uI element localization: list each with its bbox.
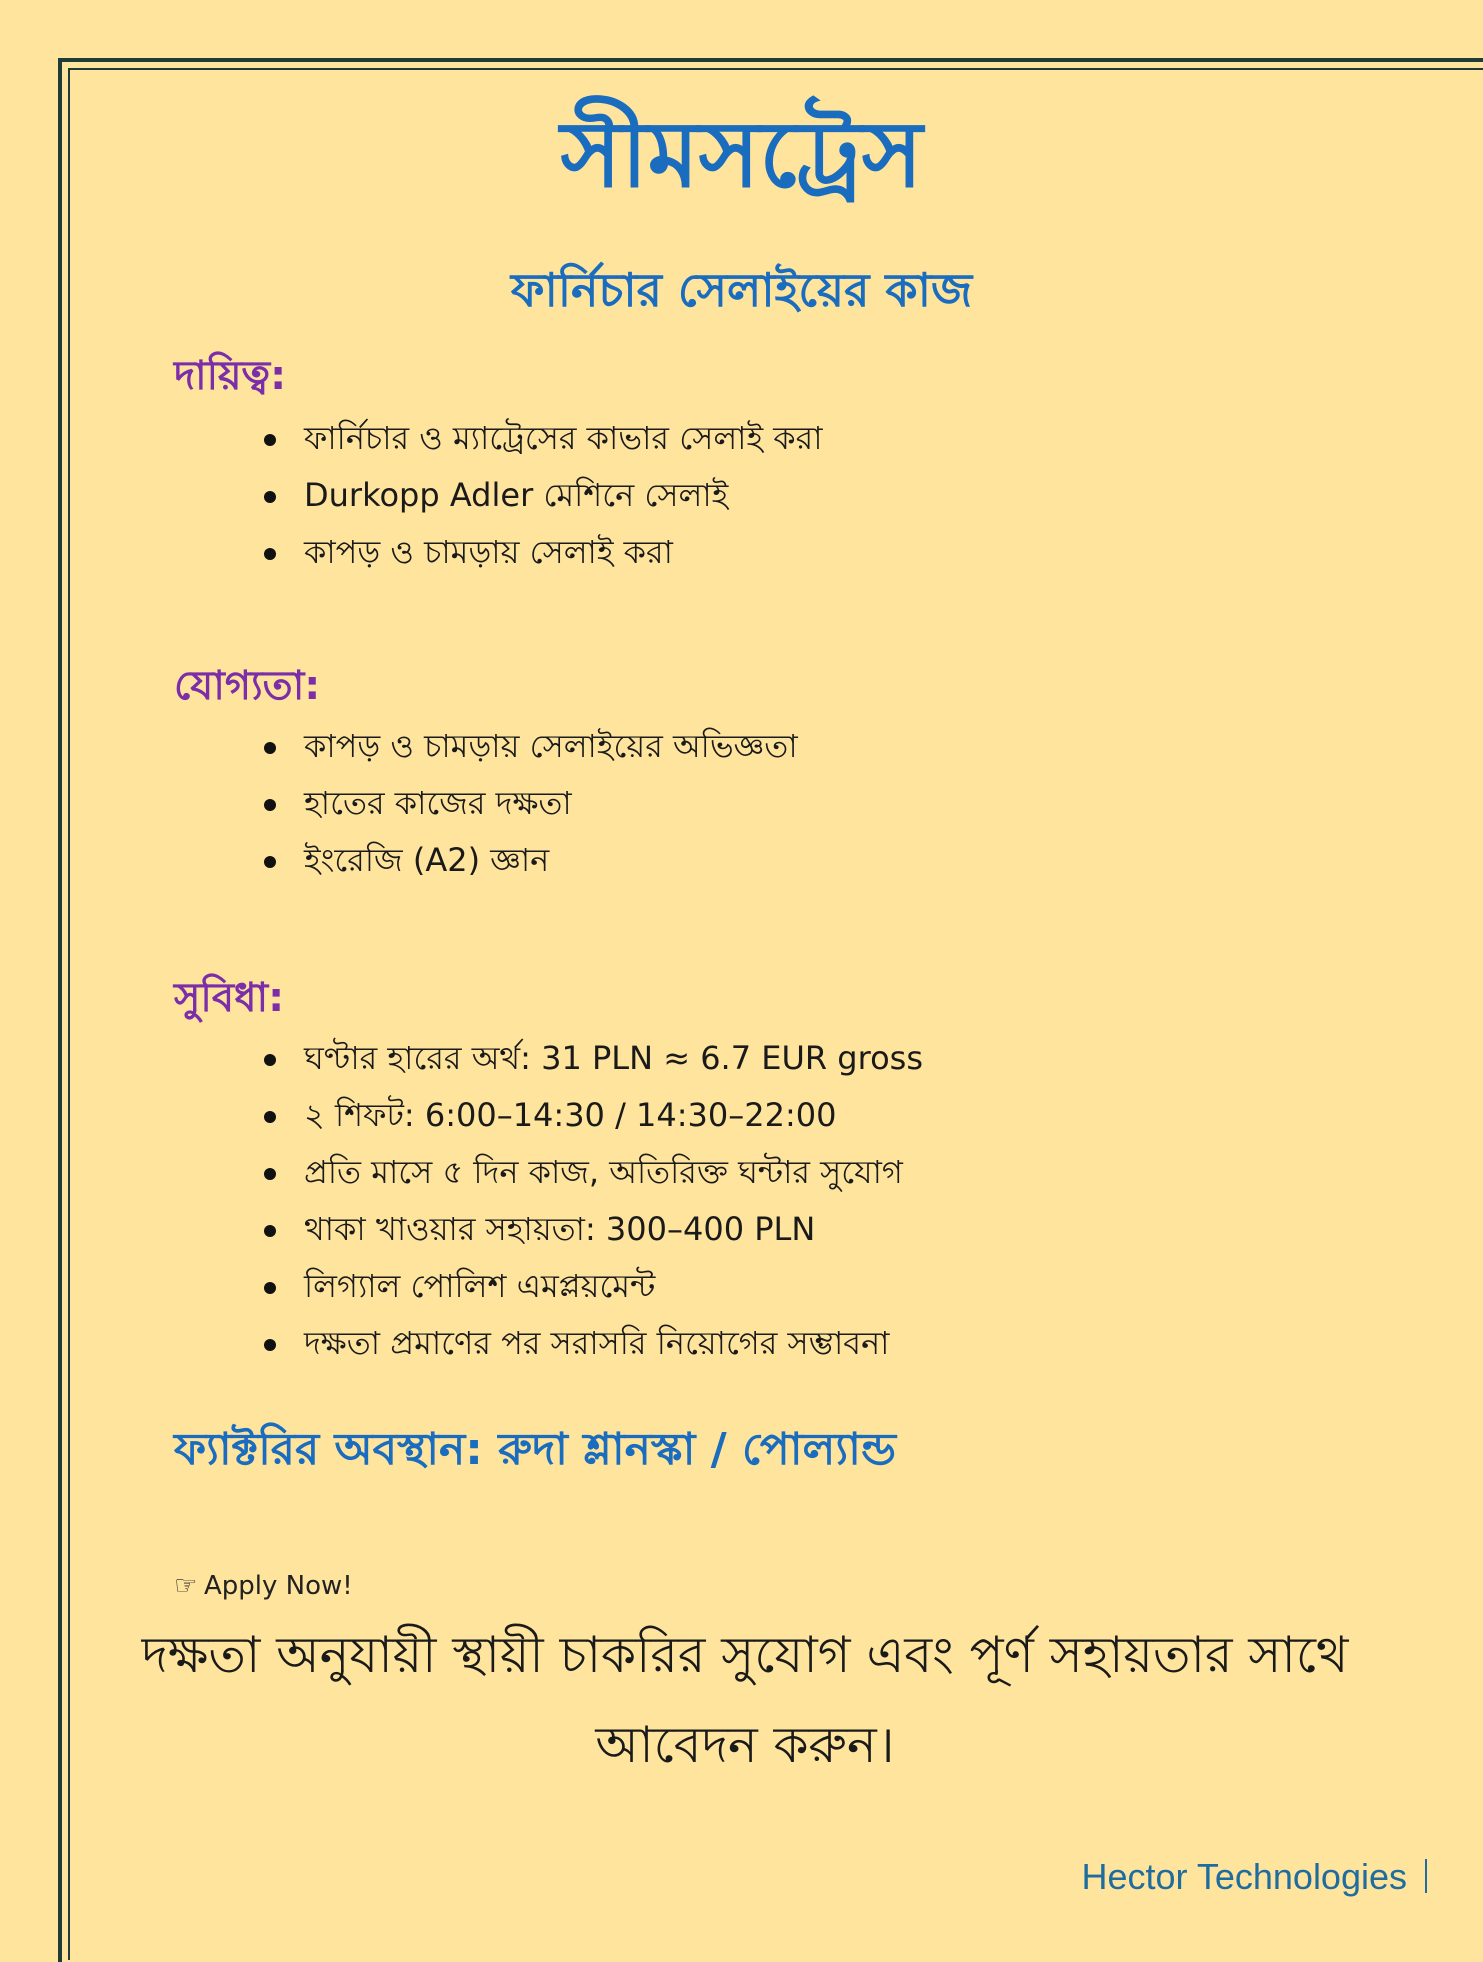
list-item <box>258 524 823 581</box>
list-item-text: প্রতি মাসে ৫ দিন কাজ, অতিরিক্ত ঘন্টার সুযোগ <box>304 1153 903 1191</box>
job-subtitle: ফার্নিচার সেলাইয়ের কাজ <box>510 263 973 317</box>
bullet-icon <box>264 1111 276 1123</box>
bullet-icon <box>264 856 276 868</box>
list-item <box>258 1201 923 1258</box>
bullet-icon <box>264 1339 276 1351</box>
bullet-icon <box>264 548 276 560</box>
bullet-icon <box>264 434 276 446</box>
list-item <box>258 410 823 467</box>
responsibilities-heading: দায়িত্ব: <box>174 353 287 399</box>
list-item-text: হাতের কাজের দক্ষতা <box>304 784 572 822</box>
list-item <box>258 832 798 889</box>
list-item <box>258 775 798 832</box>
bullet-icon <box>264 1225 276 1237</box>
qualifications-heading: যোগ্যতা: <box>174 663 321 709</box>
job-title: সীমসট্রেস <box>560 101 923 208</box>
apply-now-link[interactable] <box>174 1568 353 1604</box>
factory-location: ফ্যাক্টরির অবস্থান: রুদা শ্লানস্কা / পোল্যান্ড <box>174 1424 896 1475</box>
pointing-hand-icon: ☞ <box>174 1571 198 1601</box>
list-item-text: ঘণ্টার হারের অর্থ: 31 PLN ≈ 6.7 EUR gross <box>304 1039 923 1077</box>
qualifications-list <box>258 718 798 889</box>
list-item-text: কাপড় ও চামড়ায় সেলাই করা <box>304 533 673 571</box>
bullet-icon <box>264 1168 276 1180</box>
brand-signature <box>1081 1852 1427 1902</box>
list-item-text: ইংরেজি (A2) জ্ঞান <box>304 841 550 879</box>
list-item-text: লিগ্যাল পোলিশ এমপ্লয়মেন্ট <box>304 1267 656 1305</box>
text-cursor-icon <box>1425 1859 1427 1893</box>
responsibilities-list <box>258 410 823 581</box>
list-item <box>258 718 798 775</box>
list-item-text: থাকা খাওয়ার সহায়তা: 300–400 PLN <box>304 1210 816 1248</box>
bullet-icon <box>264 742 276 754</box>
list-item <box>258 1144 923 1201</box>
list-item <box>258 1030 923 1087</box>
list-item-text: ফার্নিচার ও ম্যাট্রেসের কাভার সেলাই করা <box>304 419 823 457</box>
benefits-heading: সুবিধা: <box>174 975 285 1021</box>
list-item-text: দক্ষতা প্রমাণের পর সরাসরি নিয়োগের সম্ভাবনা <box>304 1324 890 1362</box>
list-item <box>258 467 823 524</box>
bullet-icon <box>264 491 276 503</box>
list-item <box>258 1087 923 1144</box>
list-item <box>258 1258 923 1315</box>
call-to-action: দক্ষতা অনুযায়ী স্থায়ী চাকরির সুযোগ এবং পূর্ণ সহায়তার সাথে আবেদন করুন। <box>141 1626 1349 1774</box>
bullet-icon <box>264 799 276 811</box>
list-item <box>258 1315 923 1372</box>
apply-now-label: Apply Now! <box>204 1571 353 1601</box>
list-item-text: কাপড় ও চামড়ায় সেলাইয়ের অভিজ্ঞতা <box>304 727 798 765</box>
list-item-text: Durkopp Adler মেশিনে সেলাই <box>304 476 729 514</box>
bullet-icon <box>264 1282 276 1294</box>
list-item-text: ২ শিফট: 6:00–14:30 / 14:30–22:00 <box>304 1096 837 1134</box>
benefits-list <box>258 1030 923 1372</box>
bullet-icon <box>264 1054 276 1066</box>
brand-name: Hector Technologies <box>1081 1856 1407 1897</box>
